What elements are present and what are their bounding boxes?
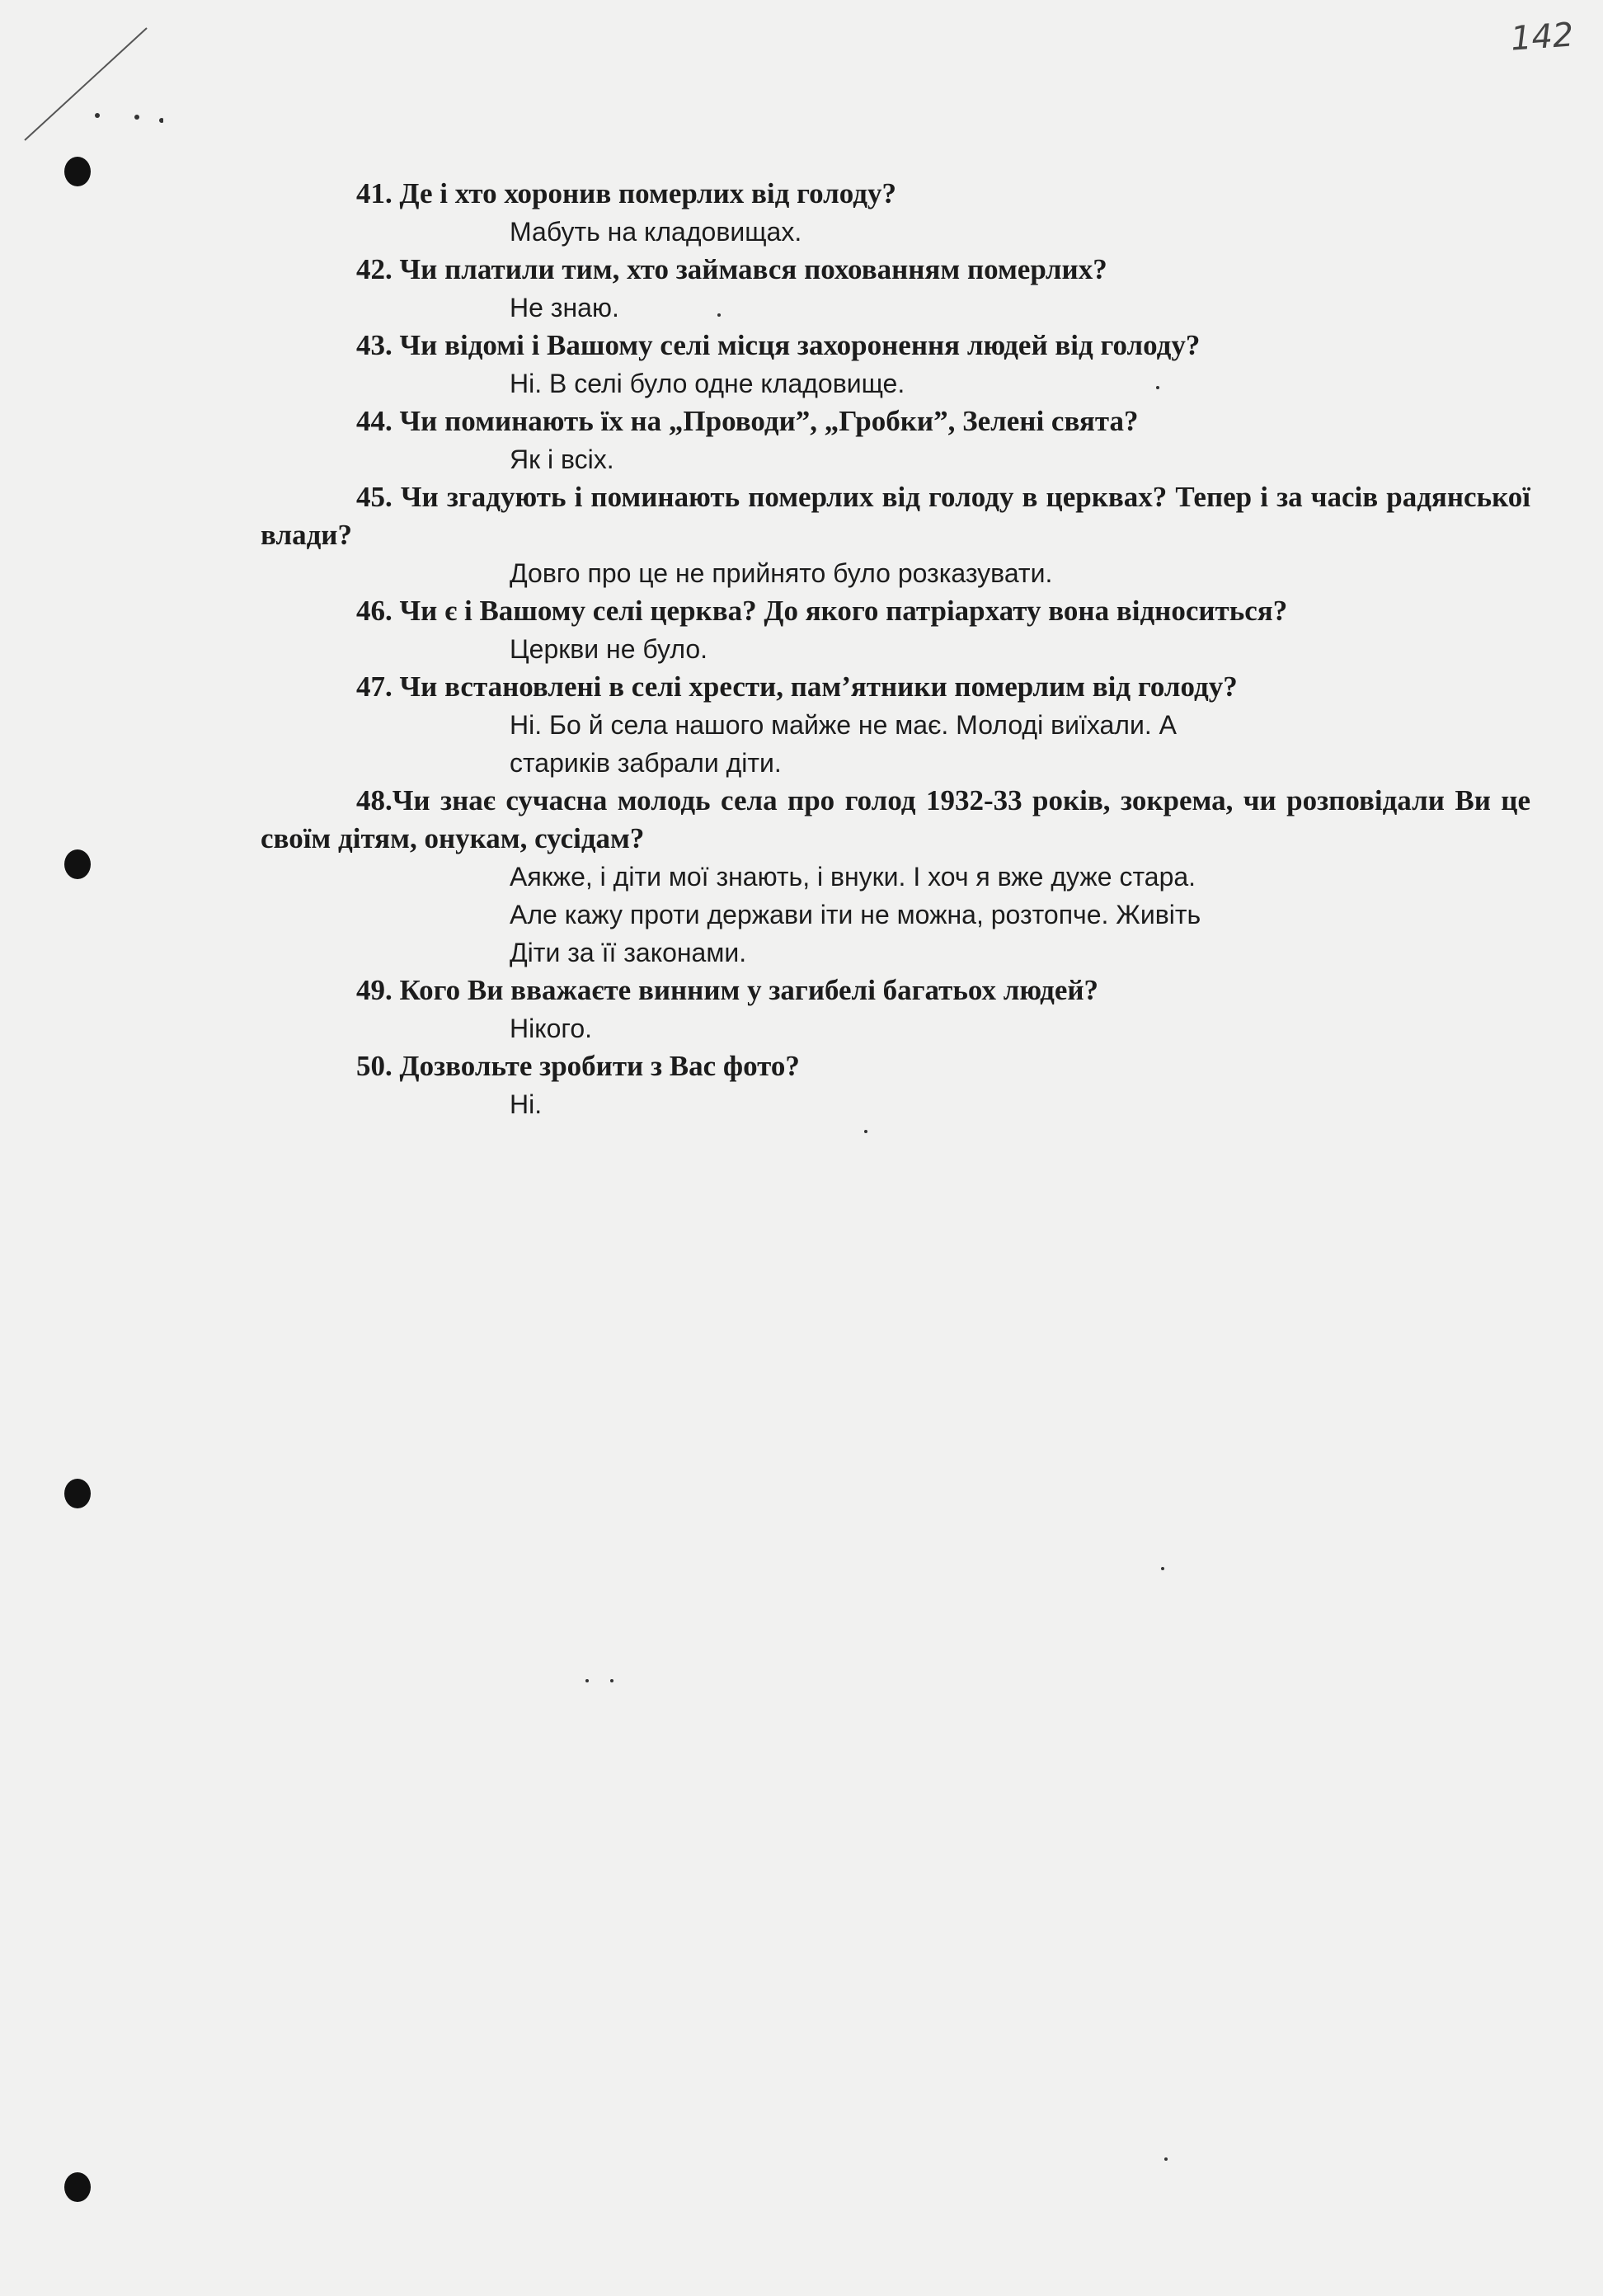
question: 50. Дозвольте зробити з Вас фото? [356, 1050, 800, 1082]
scan-speck [610, 1679, 613, 1682]
answer: Церкви не було. [510, 634, 708, 664]
answer: Ні. В селі було одне кладовище. [510, 369, 905, 398]
qa-item [261, 402, 1530, 478]
answer: Не знаю. [510, 293, 619, 322]
question: 46. Чи є і Вашому селі церква? До якого патріархату вона відноситься? [356, 595, 1288, 627]
answer: Аякже, і діти мої знають, і внуки. І хоч я вже дуже стара. [510, 862, 1196, 892]
answer: Мабуть на кладовищах. [510, 217, 802, 247]
qa-item [261, 668, 1530, 782]
answer: Але кажу проти держави іти не можна, розтопче. Живіть [510, 900, 1201, 929]
punch-hole [64, 2172, 91, 2202]
answer: Ні. Бо й села нашого майже не має. Молоді виїхали. А [510, 710, 1177, 740]
answer: стариків забрали діти. [510, 748, 782, 778]
page-number: 142 [1509, 16, 1575, 59]
question: 45. Чи згадують і поминають померлих від голоду в церквах? Тепер і за часів радянської влади? [261, 481, 1530, 551]
question: 42. Чи платили тим, хто займався похованням померлих? [356, 253, 1107, 285]
qa-item [261, 1047, 1530, 1123]
answer: Довго про це не прийнято було розказувати. [510, 558, 1053, 588]
questionnaire [261, 175, 1530, 1123]
qa-item [261, 972, 1530, 1047]
punch-hole [64, 849, 91, 879]
scan-speck [1164, 2157, 1168, 2161]
question: 48.Чи знає сучасна молодь села про голод 1932-33 років, зокрема, чи розповідали Ви це своїм дітям, онукам, сусідам? [261, 784, 1530, 854]
qa-item [261, 327, 1530, 402]
answer: Ні. [510, 1089, 543, 1119]
qa-item [261, 251, 1530, 327]
answer: Діти за її законами. [510, 938, 747, 967]
answer: Як і всіх. [510, 445, 614, 474]
question: 47. Чи встановлені в селі хрести, пам’ятники померлим від голоду? [356, 670, 1238, 703]
answer: Нікого. [510, 1014, 593, 1043]
qa-item [261, 478, 1530, 592]
question: 43. Чи відомі і Вашому селі місця захоронення людей від голоду? [356, 329, 1201, 361]
punch-hole [64, 157, 91, 186]
question: 41. Де і хто хоронив померлих від голоду? [356, 177, 896, 209]
scan-speck [864, 1130, 867, 1133]
qa-item [261, 592, 1530, 668]
corner-pencil-mark [23, 25, 163, 165]
question: 49. Кого Ви вважаєте винним у загибелі багатьох людей? [356, 974, 1099, 1006]
question: 44. Чи поминають їх на „Проводи”, „Гробки”, Зелені свята? [356, 405, 1139, 437]
scan-speck [585, 1679, 589, 1682]
qa-item [261, 782, 1530, 972]
scan-speck [1161, 1567, 1164, 1570]
qa-item [261, 175, 1530, 251]
punch-hole [64, 1479, 91, 1508]
